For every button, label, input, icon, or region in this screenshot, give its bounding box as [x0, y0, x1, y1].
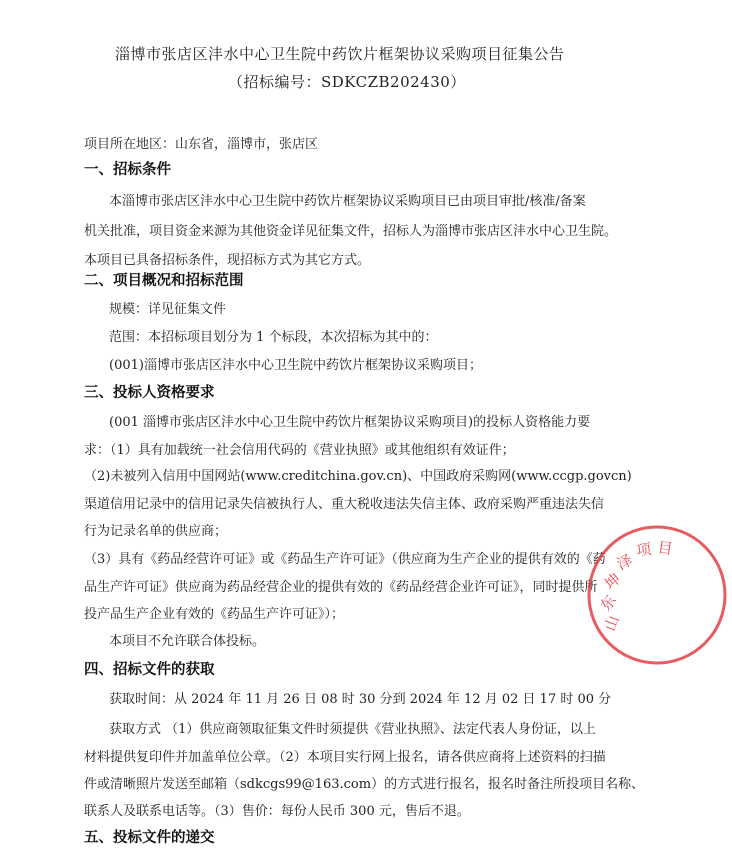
seal-char: 坤 — [601, 569, 625, 594]
acquisition-time: 获取时间：从 2024 年 11 月 26 日 08 时 30 分到 2024 年 12 月 02 日 17 时 00 分 — [109, 692, 612, 707]
scale-line: 规模：详见征集文件 — [109, 302, 227, 317]
paragraph-line: 本淄博市张店区沣水中心卫生院中药饮片框架协议采购项目已由项目审批/核准/备案 — [109, 194, 586, 209]
qualification-line: (001 淄博市张店区沣水中心卫生院中药饮片框架协议采购项目)的投标人资格能力要 — [109, 415, 591, 430]
qualification-line: （2)未被列入信用中国网站(www.creditchina.gov.cn)、中国政府采购网(www.ccgp.govcn) — [84, 469, 632, 484]
seal-char: 目 — [656, 538, 674, 559]
section-3-heading: 三、投标人资格要求 — [84, 385, 215, 401]
section-5-heading: 五、投标文件的递交 — [84, 830, 215, 846]
section-2-heading: 二、项目概况和招标范围 — [84, 273, 244, 289]
qualification-line: 品生产许可证》供应商为药品经营企业的提供有效的《药品经营企业许可证》，同时提供所 — [84, 580, 598, 595]
lot-line: (001)淄博市张店区沣水中心卫生院中药饮片框架协议采购项目； — [109, 358, 482, 373]
project-region: 项目所在地区：山东省，淄博市，张店区 — [84, 137, 319, 152]
document-title: 淄博市张店区沣水中心卫生院中药饮片框架协议采购项目征集公告 — [115, 45, 565, 63]
qualification-line: 渠道信用记录中的信用记录失信被执行人、重大税收违法失信主体、政府采购严重违法失信 — [84, 497, 605, 512]
seal-char: 项 — [635, 540, 653, 560]
seal-char: 泽 — [614, 550, 636, 574]
paragraph-line: 机关批准，项目资金来源为其他资金详见征集文件，招标人为淄博市张店区沣水中心卫生院。 — [84, 224, 618, 239]
scope-line: 范围：本招标项目划分为 1 个标段，本次招标为其中的： — [109, 330, 438, 345]
joint-bid-note: 本项目不允许联合体投标。 — [109, 634, 266, 649]
qualification-line: 求：（1）具有加载统一社会信用代码的《营业执照》或其他组织有效证件； — [84, 443, 515, 458]
qualification-line: （3）具有《药品经营许可证》或《药品生产许可证》（供应商为生产企业的提供有效的《药 — [84, 552, 606, 567]
section-4-heading: 四、招标文件的获取 — [84, 662, 215, 678]
company-seal — [582, 520, 732, 670]
acquisition-method: 获取方式 （1）供应商领取征集文件时须提供《营业执照》、法定代表人身份证，以上 — [109, 722, 596, 737]
seal-char: 东 — [596, 591, 620, 615]
acquisition-method-line: 材料提供复印件并加盖单位公章。（2）本项目实行网上报名，请各供应商将上述资料的扫描 — [84, 750, 606, 765]
qualification-line: 投产品生产企业有效的《药品生产许可证》）； — [84, 607, 345, 622]
qualification-line: 行为记录名单的供应商； — [84, 524, 228, 539]
acquisition-method-line: 件或清晰照片发送至邮箱（sdkcgs99@163.com）的方式进行报名，报名时备注所投项目名称、 — [84, 777, 645, 792]
seal-char: 山 — [600, 613, 623, 634]
tender-code: （招标编号：SDKCZB202430） — [228, 73, 466, 91]
paragraph-line: 本项目已具备招标条件，现招标方式为其它方式。 — [84, 253, 371, 268]
section-1-heading: 一、招标条件 — [84, 162, 171, 178]
acquisition-method-line: 联系人及联系电话等。（3）售价：每份人民币 300 元，售后不退。 — [84, 804, 470, 819]
